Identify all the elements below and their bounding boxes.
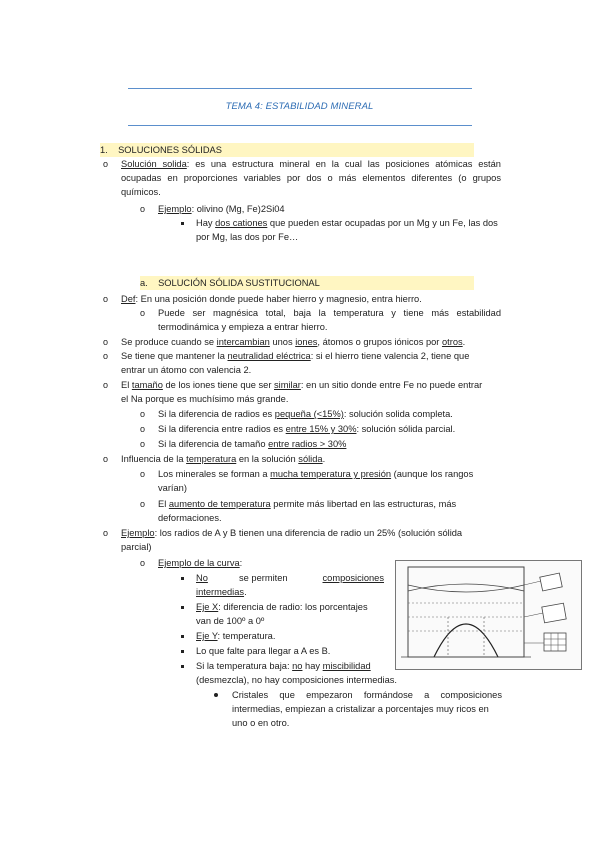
bullet-o: o xyxy=(140,308,146,318)
bullet-square xyxy=(181,577,184,580)
bullet-o: o xyxy=(140,499,146,509)
list-item-cont: varían) xyxy=(158,483,187,493)
list-item: Cristales que empezaron formándose a composiciones xyxy=(232,690,502,700)
list-item: Eje Y: temperatura. xyxy=(196,631,276,641)
list-item: Ejemplo: los radios de A y B tienen una diferencia de radio un 25% (solución sólida xyxy=(121,528,463,538)
page-title: TEMA 4: ESTABILIDAD MINERAL xyxy=(225,101,374,112)
list-item: Si la diferencia entre radios es entre 15% y 30%: solución sólida parcial. xyxy=(158,424,456,434)
header-rule-top xyxy=(128,88,472,89)
list-item: Se produce cuando se intercambian unos iones, átomos o grupos iónicos por otros. xyxy=(121,337,466,347)
list-item: El aumento de temperatura permite más libertad en las estructuras, más xyxy=(158,499,457,509)
bullet-dot xyxy=(214,693,218,697)
list-item: Ejemplo de la curva: xyxy=(158,558,243,568)
list-item: No se permiten composiciones xyxy=(196,573,384,583)
bullet-square xyxy=(181,665,184,668)
bullet-o: o xyxy=(103,159,109,169)
phase-diagram-figure xyxy=(395,560,582,670)
list-item: Influencia de la temperatura en la solución sólida. xyxy=(121,454,326,464)
header-rule-bottom xyxy=(128,125,472,126)
list-item: El tamaño de los iones tiene que ser similar: en un sitio donde entre Fe no puede entrar xyxy=(121,380,483,390)
bullet-o: o xyxy=(103,337,109,347)
list-item-cont: van de 100º a 0º xyxy=(196,616,265,626)
subsection-heading: a. SOLUCIÓN SÓLIDA SUSTITUCIONAL xyxy=(140,276,474,290)
phase-diagram-image xyxy=(396,561,581,669)
section-heading xyxy=(100,143,474,157)
list-item-cont: intermedias. xyxy=(196,587,247,597)
list-item-cont: el Na porque es muchísimo más grande. xyxy=(121,394,289,404)
bullet-o: o xyxy=(103,380,109,390)
list-item-cont: por Mg, las dos por Fe… xyxy=(196,232,299,242)
bullet-o: o xyxy=(103,454,109,464)
list-item: Si la diferencia de radios es pequeña (<15%): solución solida completa. xyxy=(158,409,453,419)
bullet-o: o xyxy=(103,351,109,361)
list-item: Solución solida: es una estructura mineral en la cual las posiciones atómicas están ocupadas en proporciones variables por dos o más elementos diferentes (o grupos químicos. xyxy=(121,159,501,197)
bullet-square xyxy=(181,222,184,225)
list-item: Si la diferencia de tamaño entre radios > 30% xyxy=(158,439,347,449)
list-item-cont: deformaciones. xyxy=(158,513,222,523)
list-item: Ejemplo: olivino (Mg, Fe)2Si04 xyxy=(158,204,285,214)
list-item-cont: entrar un átomo con valencia 2. xyxy=(121,365,252,375)
list-item-cont: uno o en otro. xyxy=(232,718,290,728)
list-item: Def: En una posición donde puede haber hierro y magnesio, entra hierro. xyxy=(121,294,422,304)
list-item-cont: intermedias, empiezan a cristalizar a porcentajes muy ricos en xyxy=(232,704,489,714)
list-item: Eje X: diferencia de radio: los porcentajes xyxy=(196,602,368,612)
bullet-o: o xyxy=(140,439,146,449)
section-title: SOLUCIONES SÓLIDAS xyxy=(118,145,222,155)
bullet-o: o xyxy=(140,469,146,479)
section-number: 1. xyxy=(100,145,108,155)
list-item: Los minerales se forman a mucha temperatura y presión (aunque los rangos xyxy=(158,469,474,479)
bullet-o: o xyxy=(140,424,146,434)
list-item: Se tiene que mantener la neutralidad eléctrica: si el hierro tiene valencia 2, tiene que xyxy=(121,351,470,361)
bullet-square xyxy=(181,635,184,638)
list-item: Lo que falte para llegar a A es B. xyxy=(196,646,331,656)
list-item: Hay dos cationes que pueden estar ocupadas por un Mg y un Fe, las dos xyxy=(196,218,498,228)
list-item: Si la temperatura baja: no hay miscibilidad xyxy=(196,661,371,671)
bullet-o: o xyxy=(140,409,146,419)
list-item-cont: parcial) xyxy=(121,542,152,552)
list-item-cont: (desmezcla), no hay composiciones intermedias. xyxy=(196,675,398,685)
bullet-square xyxy=(181,650,184,653)
bullet-o: o xyxy=(103,294,109,304)
bullet-square xyxy=(181,606,184,609)
bullet-o: o xyxy=(140,558,146,568)
list-item: Puede ser magnésica total, baja la temperatura y tiene más estabilidad termodinámica y empieza a entrar hierro. xyxy=(158,308,501,332)
bullet-o: o xyxy=(140,204,146,214)
bullet-o: o xyxy=(103,528,109,538)
